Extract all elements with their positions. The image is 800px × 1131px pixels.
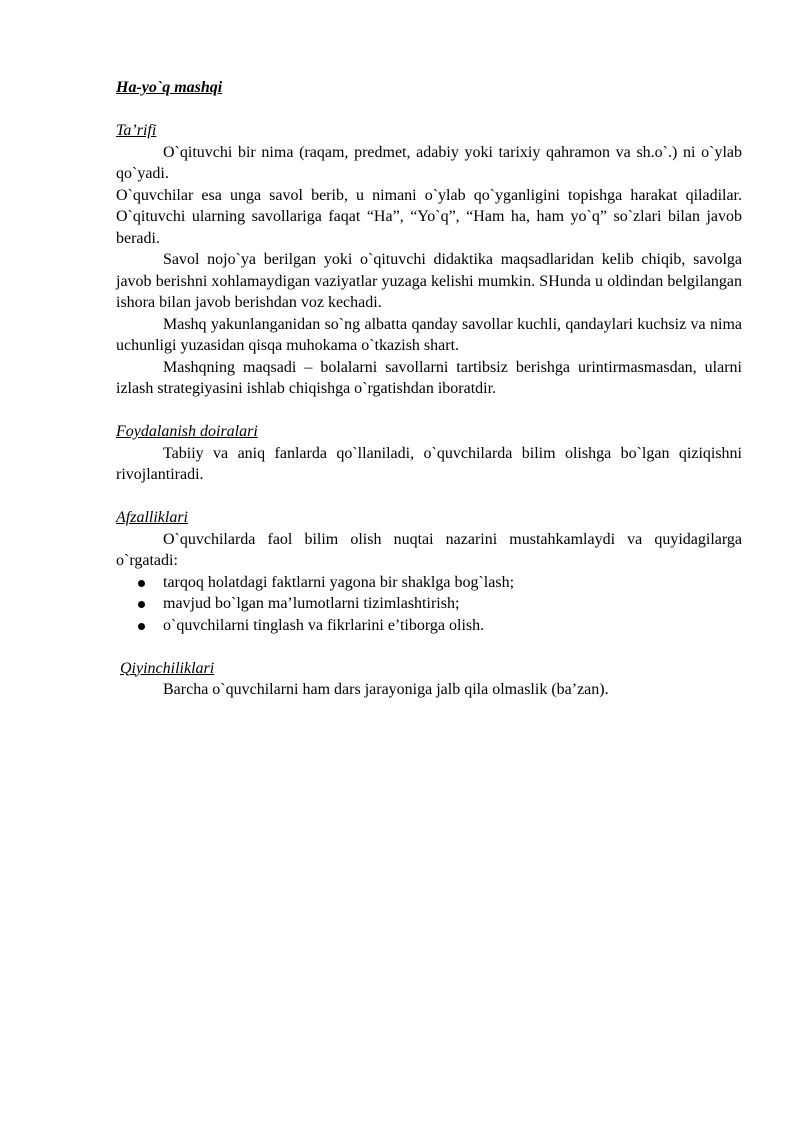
afzalliklari-paragraph: O`quvchilarda faol bilim olish nuqtai nazarini mustahkamlaydi va quyidagilarga o`rgatadi: xyxy=(116,530,742,569)
list-item-text: tarqoq holatdagi faktlarni yagona bir shaklga bog`lash; xyxy=(163,573,515,591)
spacer xyxy=(116,99,742,121)
list-item xyxy=(116,615,742,637)
foydalanish-paragraph: Tabiiy va aniq fanlarda qo`llaniladi, o`quvchilarda bilim olishga bo`lgan qiziqishni rivojlantiradi. xyxy=(116,444,742,483)
document-body xyxy=(116,77,742,701)
section-heading-tarifi: Ta’rifi xyxy=(116,122,157,139)
tarifi-paragraph-1: O`qituvchi bir nima (raqam, predmet, adabiy yoki tarixiy qahramon va sh.o`.) ni o`ylab qo`yadi. xyxy=(116,143,742,182)
section-heading-qiyinchiliklari: Qiyinchiliklari xyxy=(120,659,215,677)
section-heading-afzalliklari: Afzalliklari xyxy=(116,509,188,526)
bullet-icon xyxy=(138,580,145,587)
list-item xyxy=(116,593,742,615)
spacer xyxy=(116,400,742,422)
bullet-icon xyxy=(138,601,145,608)
tarifi-paragraph-5: Mashqning maqsadi – bolalarni savollarni tartibsiz berishga urintirmasmasdan, ularni izlash strategiyasini ishlab chiqishga o`rgatishdan iboratdir. xyxy=(116,358,742,397)
page-title: Ha-yo`q mashqi xyxy=(116,79,223,96)
qiyinchiliklari-paragraph: Barcha o`quvchilarni ham dars jarayoniga jalb qila olmaslik (ba’zan). xyxy=(163,681,609,698)
afzalliklari-bullet-list xyxy=(116,572,742,637)
tarifi-paragraph-3: Savol nojo`ya berilgan yoki o`qituvchi didaktika maqsadlaridan kelib chiqib, savolga javob berishni xohlamaydigan vaziyatlar yuzaga kelishi mumkin. SHunda u oldindan belgilangan ishora bilan javob berishdan voz kechadi. xyxy=(116,251,742,311)
spacer xyxy=(116,636,742,658)
list-item xyxy=(116,572,742,594)
list-item-text: o`quvchilarni tinglash va fikrlarini e’tiborga olish. xyxy=(163,616,485,634)
list-item-text: mavjud bo`lgan ma’lumotlarni tizimlashtirish; xyxy=(163,595,460,612)
tarifi-paragraph-4: Mashq yakunlanganidan so`ng albatta qanday savollar kuchli, qandaylari kuchsiz va nima uchunligi yuzasidan qisqa muhokama o`tkazish shart. xyxy=(116,315,742,354)
spacer xyxy=(116,486,742,508)
bullet-icon xyxy=(138,623,145,630)
section-heading-foydalanish: Foydalanish doiralari xyxy=(116,423,258,440)
tarifi-paragraph-2: O`quvchilar esa unga savol berib, u nimani o`ylab qo`yganligini topishga harakat qiladilar. O`qituvchi ularning savollariga faqat “Ha”, “Yo`q”, “Ham ha, ham yo`q” so`zlari bilan javob beradi. xyxy=(116,186,742,247)
